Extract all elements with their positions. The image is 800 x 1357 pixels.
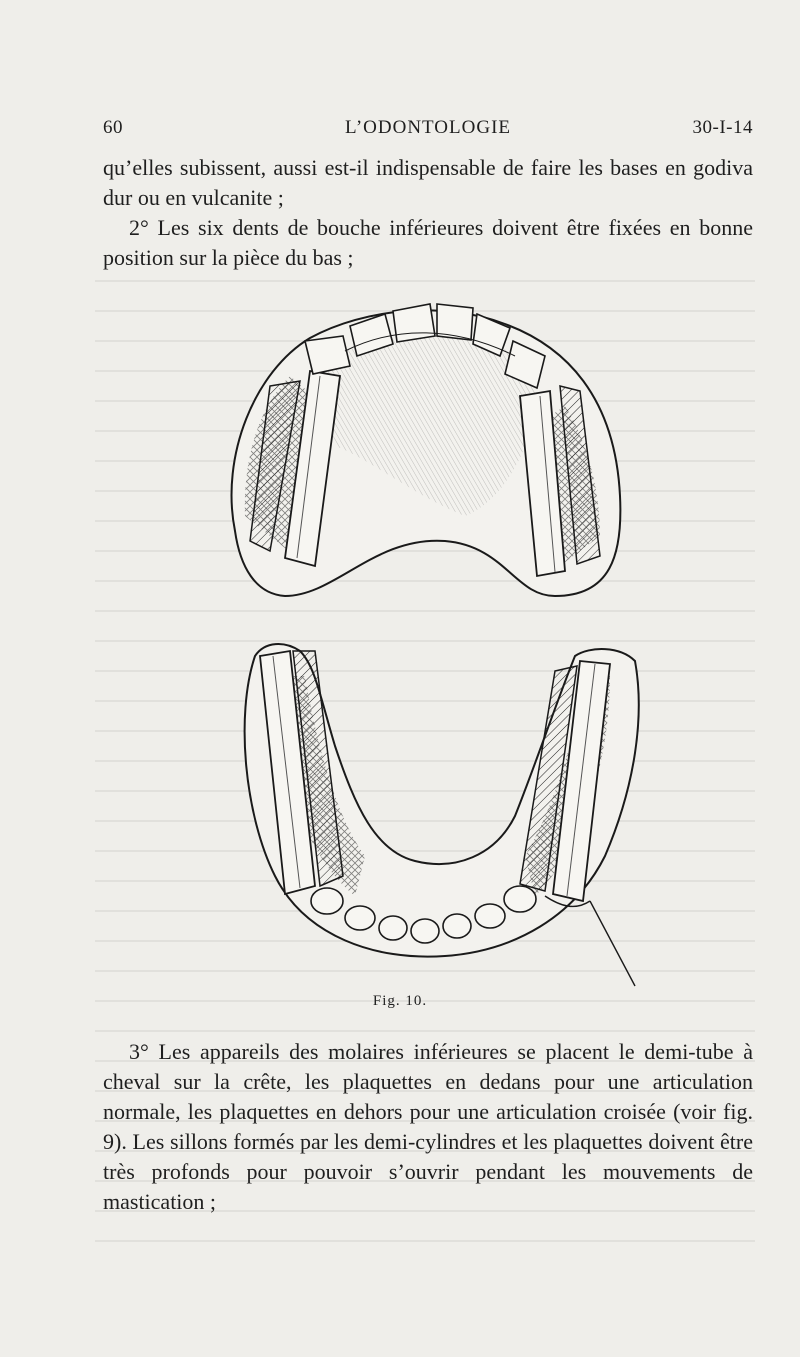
page-number: 60	[103, 117, 123, 138]
text-block-top	[103, 153, 753, 273]
paragraph-3: 3° Les appareils des molaires inférieures se placent le demi-tube à cheval sur la crête, les plaquettes en dedans pour une articulation normale, les plaquettes en dehors pour une articulation croisée (voir fig. 9). Les sillons formés par les demi-cylindres et les plaquettes doivent être très profonds pour pouvoir s’ouvrir pendant les mouvements de mastication ;	[103, 1039, 753, 1214]
paragraph-1: qu’elles subissent, aussi est-il indispensable de faire les bases en godiva dur ou en vulcanite ;	[103, 155, 753, 210]
text-block-bottom	[103, 1037, 753, 1217]
issue-date: 30-I-14	[692, 117, 753, 138]
figure-illustration	[215, 296, 655, 991]
lower-denture-piece	[245, 644, 639, 986]
paragraph-2: 2° Les six dents de bouche inférieures doivent être fixées en bonne position sur la pièce du bas ;	[103, 215, 753, 270]
upper-denture-piece	[232, 304, 621, 596]
figure-caption: Fig. 10.	[372, 993, 428, 1009]
journal-title: L’ODONTOLOGIE	[344, 117, 512, 138]
dental-apparatus-illustration	[215, 296, 655, 991]
running-head	[103, 117, 753, 147]
